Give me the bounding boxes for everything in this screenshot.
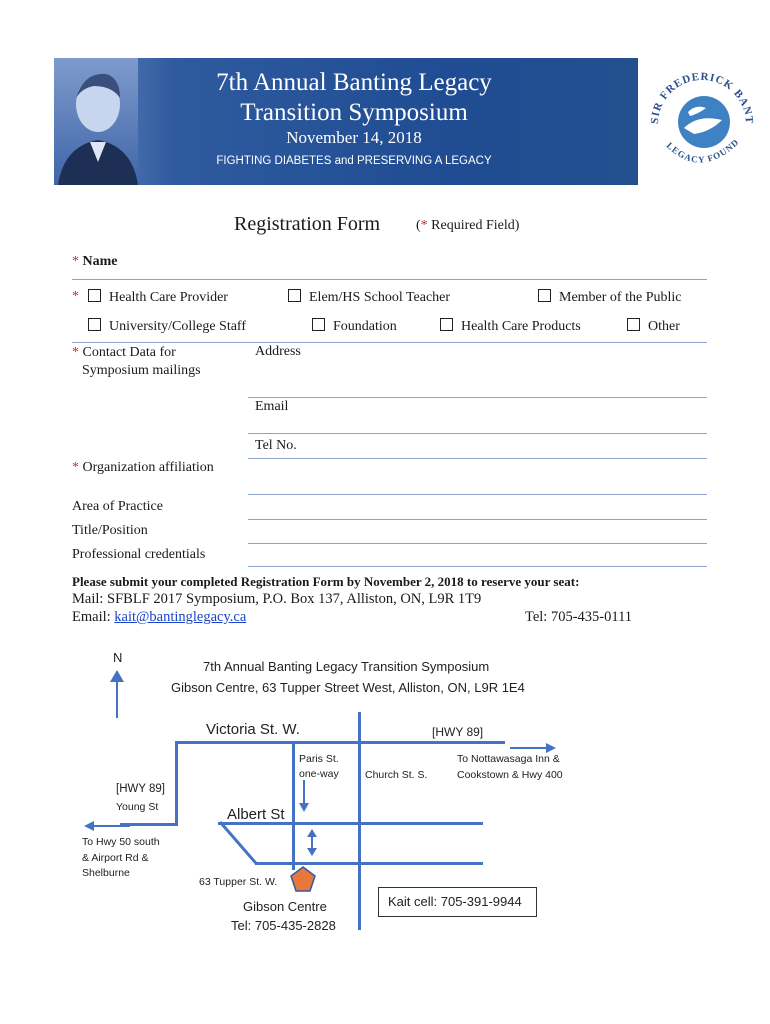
email-link[interactable]: kait@bantinglegacy.ca	[114, 609, 247, 625]
banner-title-line1: 7th Annual Banting Legacy	[216, 69, 492, 96]
checkbox-icon[interactable]	[88, 318, 101, 331]
required-star: *	[72, 345, 79, 360]
checkbox-icon[interactable]	[627, 318, 640, 331]
young-street-label: Young St	[116, 801, 159, 813]
address-input[interactable]	[248, 397, 707, 398]
title-position-label: Title/Position	[72, 523, 148, 538]
title-position-input[interactable]	[248, 543, 707, 544]
checkbox-health-care-provider[interactable]	[88, 289, 228, 306]
kait-cell-box	[378, 887, 537, 917]
gibson-centre-tel: Tel: 705-435-2828	[231, 918, 336, 933]
organization-input[interactable]	[248, 494, 707, 495]
form-title: Registration Form	[234, 213, 381, 235]
checkbox-school-teacher[interactable]	[288, 289, 450, 306]
option-label: Elem/HS School Teacher	[309, 290, 451, 305]
required-note-text: Required Field)	[427, 218, 520, 233]
checkbox-icon[interactable]	[312, 318, 325, 331]
portrait-photo	[54, 58, 138, 185]
checkbox-health-care-products[interactable]	[440, 318, 581, 335]
credentials-label: Professional credentials	[72, 547, 206, 562]
required-note-open: (	[416, 218, 421, 233]
mail-address: Mail: SFBLF 2017 Symposium, P.O. Box 137, Alliston, ON, L9R 1T9	[72, 591, 482, 607]
hwy50-label-3: Shelburne	[82, 867, 130, 879]
option-label: Other	[648, 319, 680, 334]
contact-label-line1: Contact Data for	[82, 345, 176, 360]
gibson-centre-label: Gibson Centre	[243, 899, 327, 914]
banner-title	[174, 68, 534, 128]
checkbox-icon[interactable]	[88, 289, 101, 302]
checkbox-other[interactable]	[627, 318, 680, 335]
victoria-street-label: Victoria St. W.	[206, 721, 300, 738]
checkbox-icon[interactable]	[288, 289, 301, 302]
area-of-practice-label: Area of Practice	[72, 499, 163, 514]
required-star: *	[72, 460, 79, 475]
required-star: *	[72, 289, 79, 304]
hwy89-left-label: [HWY 89]	[116, 783, 165, 795]
required-field-note	[416, 218, 519, 234]
banner-title-line2: Transition Symposium	[240, 99, 468, 126]
option-label: University/College Staff	[109, 319, 246, 334]
location-marker-icon	[290, 866, 316, 892]
hwy50-label-1: To Hwy 50 south	[82, 836, 160, 848]
tel-input[interactable]	[248, 458, 707, 459]
submit-instruction: Please submit your completed Registration Form by November 2, 2018 to reserve your seat:	[72, 574, 580, 589]
paris-street-label: Paris St.	[299, 753, 339, 765]
map-event-address: Gibson Centre, 63 Tupper Street West, Alliston, ON, L9R 1E4	[171, 680, 525, 695]
organization-label	[72, 460, 214, 476]
email-label: Email	[255, 399, 289, 414]
location-map	[0, 640, 770, 1024]
one-way-label: one-way	[299, 768, 339, 780]
option-label: Foundation	[333, 319, 397, 334]
kait-cell-label: Kait cell: 705-391-9944	[388, 894, 522, 909]
svg-text:SIR FREDERICK BANTING: SIR FREDERICK BANT	[648, 70, 756, 125]
foundation-logo	[638, 58, 765, 185]
hwy50-label-2: & Airport Rd &	[82, 852, 149, 864]
required-star: *	[72, 254, 79, 269]
email-prefix: Email:	[72, 609, 115, 625]
svg-text:LEGACY FOUNDATION: LEGACY FOUND	[664, 136, 741, 165]
hwy89-top-label: [HWY 89]	[432, 725, 484, 739]
name-field-label	[72, 254, 118, 270]
nottawasaga-label-2: Cookstown & Hwy 400	[457, 769, 563, 781]
name-input[interactable]	[72, 279, 707, 280]
option-label: Member of the Public	[559, 290, 682, 305]
address-label: Address	[255, 344, 301, 359]
church-street-label: Church St. S.	[365, 769, 428, 781]
area-of-practice-input[interactable]	[248, 519, 707, 520]
required-star: *	[420, 218, 428, 233]
tupper-street-label: 63 Tupper St. W.	[199, 876, 278, 888]
email-input[interactable]	[248, 433, 707, 434]
banner-tagline: FIGHTING DIABETES and PRESERVING A LEGACY	[216, 155, 492, 167]
name-label: Name	[82, 254, 118, 269]
checkbox-icon[interactable]	[538, 289, 551, 302]
divider	[72, 342, 707, 343]
checkbox-foundation[interactable]	[312, 318, 397, 335]
event-banner	[54, 58, 756, 185]
albert-street-label: Albert St	[227, 806, 285, 823]
nottawasaga-label-1: To Nottawasaga Inn &	[457, 753, 560, 765]
tel-contact: Tel: 705-435-0111	[525, 609, 633, 625]
email-contact	[72, 609, 246, 626]
direction-arrows	[0, 640, 770, 1024]
checkbox-icon[interactable]	[440, 318, 453, 331]
checkbox-member-public[interactable]	[538, 289, 681, 306]
map-event-name: 7th Annual Banting Legacy Transition Symposium	[203, 659, 490, 674]
credentials-input[interactable]	[248, 566, 707, 567]
contact-label-line2: Symposium mailings	[82, 363, 201, 378]
checkbox-university-staff[interactable]	[88, 318, 246, 335]
north-label: N	[113, 650, 123, 665]
banner-date: November 14, 2018	[286, 128, 422, 147]
tel-label: Tel No.	[255, 438, 297, 453]
organization-label-text: Organization affiliation	[82, 460, 214, 475]
option-label: Health Care Provider	[109, 290, 228, 305]
contact-data-label	[72, 344, 201, 380]
option-label: Health Care Products	[461, 319, 581, 334]
